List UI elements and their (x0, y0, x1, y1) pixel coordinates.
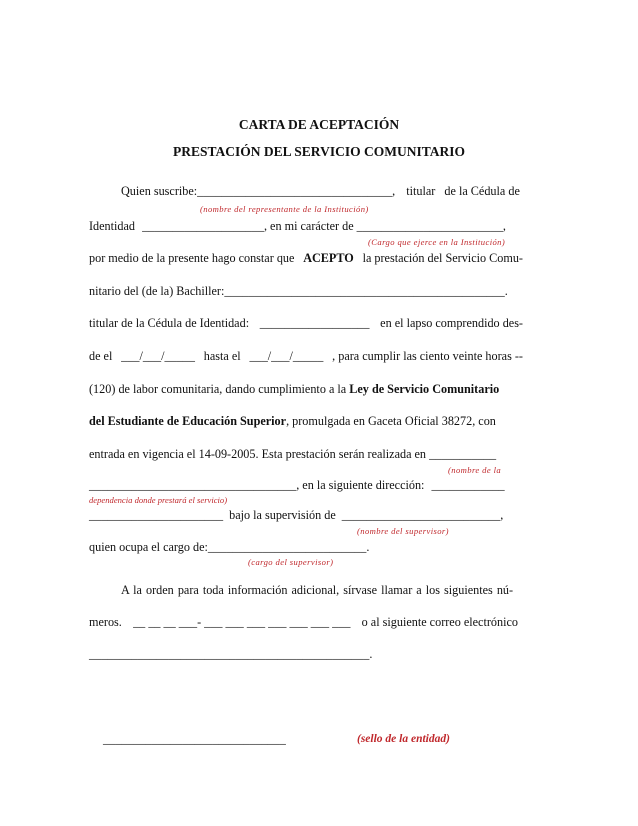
text: nitario del (de la) Bachiller: (89, 284, 225, 298)
body-line-6 (89, 350, 523, 362)
text: de la Cédula de (444, 184, 520, 198)
blank-field: ____________________ (142, 219, 264, 233)
annotation-supervisor: (nombre del supervisor) (357, 526, 449, 536)
document-title: CARTA DE ACEPTACIÓN (238, 117, 400, 132)
law-name: Ley de Servicio Comunitario (349, 382, 500, 396)
text: Identidad (89, 219, 136, 233)
text: la prestación del Servicio Comu- (362, 251, 523, 265)
text: titular de la Cédula de Identidad: (89, 316, 250, 330)
body-line-4 (89, 285, 523, 297)
blank-field: __________________________. (207, 540, 370, 554)
blank-field: __________________________, (341, 508, 504, 522)
body-line-2 (89, 220, 528, 232)
body-line-7 (89, 383, 523, 395)
text: , promulgada en Gaceta Oficial 38272, con (286, 414, 496, 428)
text: bajo la supervisión de (229, 508, 336, 522)
body-line-14 (89, 616, 518, 628)
blank-field: ____________ (431, 478, 505, 492)
text: , en la siguiente dirección: (296, 478, 425, 492)
body-line-3 (89, 252, 523, 264)
text: de el (89, 349, 113, 363)
date-end-field: ___/___/_____ (249, 349, 324, 363)
text: hasta el (203, 349, 241, 363)
blank-field: __________________________________ (89, 478, 297, 492)
annotation-dependency: dependencia donde prestará el servicio) (89, 495, 228, 505)
signature-line: ______________________________ (103, 732, 286, 746)
body-line-9 (89, 448, 523, 460)
blank-field: ___________ (429, 447, 497, 461)
text: o al siguiente correo electrónico (361, 615, 518, 629)
text: Quien suscribe: (121, 184, 198, 198)
text: por medio de la presente hago constar que (89, 251, 295, 265)
text: A la orden para toda información adicional, sírvase llamar a los siguientes nú- (121, 583, 514, 597)
body-line-12 (89, 541, 523, 553)
text: en el lapso comprendido des- (380, 316, 523, 330)
annotation-representative: (nombre del representante de la Institución) (200, 204, 369, 214)
seal-label: (sello de la entidad) (357, 733, 450, 745)
blank-field: ________________________, (356, 219, 506, 233)
body-line-11 (89, 509, 528, 521)
text: quien ocupa el cargo de: (89, 540, 208, 554)
body-line-8 (89, 415, 523, 427)
annotation-position: (Cargo que ejerce en la Institución) (368, 237, 506, 247)
annotation-name: (nombre de la (448, 465, 502, 475)
body-line-13 (121, 584, 516, 596)
text: , en mi carácter de (263, 219, 354, 233)
text: , para cumplir las ciento veinte horas -- (332, 349, 523, 363)
blank-field: ________________________________ (197, 184, 393, 198)
text: , (392, 184, 396, 198)
body-line-15 (89, 648, 523, 660)
text: entrada en vigencia el 14-09-2005. Esta prestación serán realizada en (89, 447, 427, 461)
document-subtitle: PRESTACIÓN DEL SERVICIO COMUNITARIO (173, 144, 465, 159)
text: (120) de labor comunitaria, dando cumplimiento a la (89, 382, 347, 396)
accept-keyword: ACEPTO (303, 251, 354, 265)
text: titular (406, 184, 436, 198)
blank-field: ______________________ (89, 508, 224, 522)
text: meros. (89, 615, 122, 629)
blank-field: ______________________________________________. (224, 284, 508, 298)
body-line-5 (89, 317, 523, 329)
body-line-10 (89, 479, 528, 491)
date-start-field: ___/___/_____ (121, 349, 195, 363)
annotation-supervisor-position: (cargo del supervisor) (248, 557, 334, 567)
blank-field: __________________ (259, 316, 370, 330)
phone-field: __ __ __ ___- ___ ___ ___ ___ ___ ___ ___ (133, 615, 351, 629)
body-line-1 (121, 185, 523, 197)
email-field: ______________________________________________. (89, 647, 373, 661)
law-name-continued: del Estudiante de Educación Superior (89, 414, 287, 428)
